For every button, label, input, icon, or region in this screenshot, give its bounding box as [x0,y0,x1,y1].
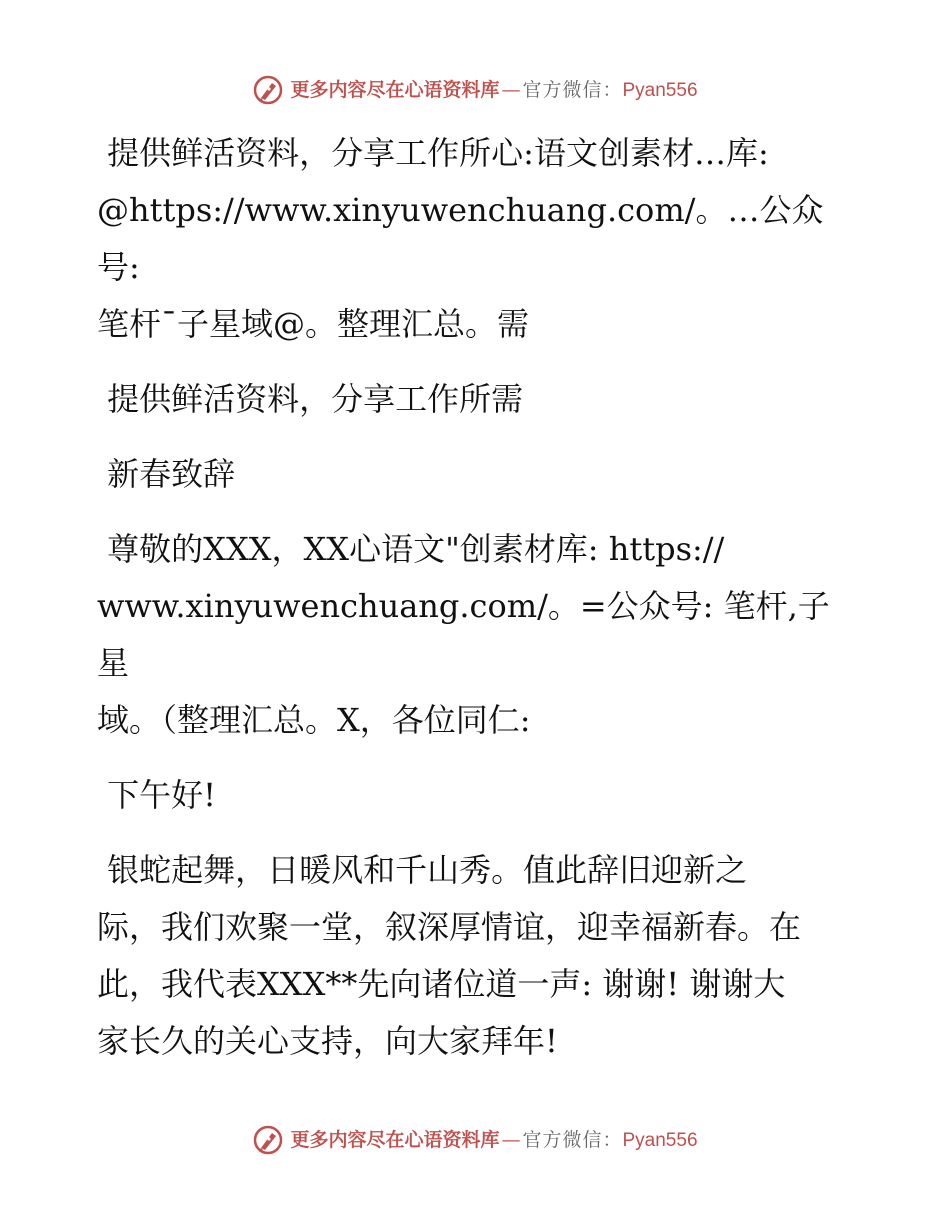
paragraph-greeting: 下午好! [97,776,217,814]
footer-banner [0,1120,950,1160]
footer-banner-wechat-label: 官方微信： [522,1128,623,1151]
paragraph-intro-watermark: 提供鲜活资料，分享工作所心:语文创素材…库: @https://www.xinyuwenchuang.com/。…公众号: 笔杆¯子星域@。整理汇总。需 [97,134,824,343]
document-body [97,125,857,1088]
header-banner-title: 更多内容尽在心语资料库 [290,78,500,101]
header-banner-text [290,78,698,101]
pen-nib-logo-icon [252,1124,284,1156]
footer-banner-title: 更多内容尽在心语资料库 [290,1128,500,1151]
document-title: 新春致辞 [97,455,236,493]
pen-nib-logo-icon [252,74,284,106]
paragraph-salutation: 尊敬的XXX，XX心语文"创素材库: https:// www.xinyuwenchuang.com/。=公众号: 笔杆,子星 域。（整理汇总。X，各位同仁: [97,530,830,739]
footer-banner-text [290,1128,698,1151]
footer-banner-wechat-id: Pyan556 [622,1129,698,1151]
header-banner [0,70,950,110]
header-banner-wechat-label: 官方微信： [522,78,623,101]
header-banner-dash: — [501,78,521,101]
paragraph-opening: 银蛇起舞，日暖风和千山秀。值此辞旧迎新之 际，我们欢聚一堂，叙深厚情谊，迎幸福新春。在 此，我代表XXX**先向诸位道一声: 谢谢! 谢谢大 家长久的关心支持，向大家拜年! [97,851,802,1060]
paragraph-intro-short: 提供鲜活资料，分享工作所需 [97,380,524,418]
header-banner-wechat-id: Pyan556 [622,79,698,101]
footer-banner-dash: — [501,1128,521,1151]
